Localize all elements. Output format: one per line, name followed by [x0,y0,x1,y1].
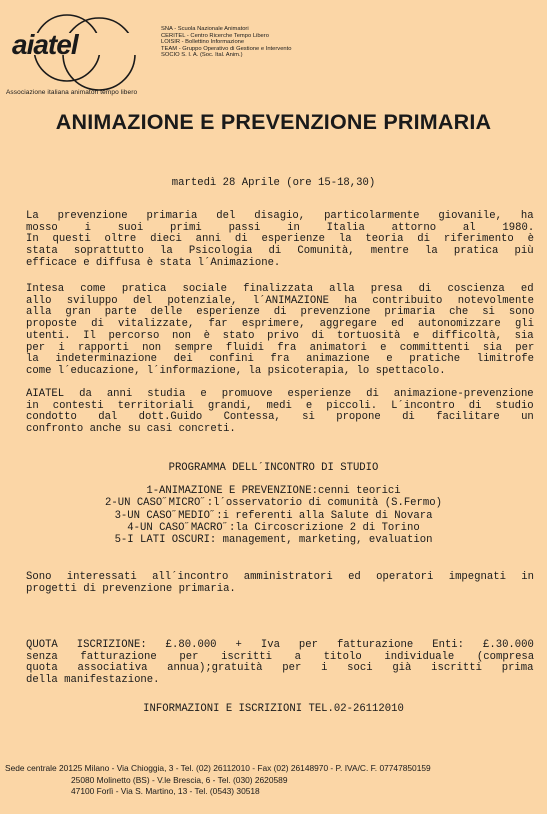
paragraph-line: proposte di vitalizzate, far esprimere, aggregare ed autonomizzare gli [26,318,535,331]
program-item: 4-UN CASO˝MACRO˝:la Circoscrizione 2 di Torino [127,521,420,534]
paragraph-line: confronto anche su casi concreti. [26,423,236,436]
audience-paragraph [26,572,534,595]
paragraph-line: QUOTA ISCRIZIONE: £.80.000 + Iva per fatturazione Enti: £.30.000 [26,639,534,651]
address-line: 47100 Forlì - Via S. Martino, 13 - Tel. (0543) 30518 [71,786,260,796]
paragraph-line: alla gran parte delle esperienze di prevenzione primaria che si sono [26,306,535,319]
address-line: Sede centrale 20125 Milano - Via Chioggia, 3 - Tel. (02) 26112010 - Fax (02) 26148970 - P. IVA/C. F. 07747850159 [5,763,431,773]
paragraph-line: mosso i suoi primi passi in Italia attorno al 1980. [26,221,535,234]
aiatel-logo [10,14,160,100]
fee-paragraph [26,640,534,687]
paragraph-line: quota associativa annua);gratuità per i soci già iscritti prima [26,662,534,675]
paragraph-line: senza fatturazione per iscritti a titolo individuale (compresa [26,650,535,663]
paragraph-line: la indeterminazione dei confini fra animazione e pratiche limitrofe [26,353,534,366]
paragraph-line: In questi oltre dieci anni di esperienze la teoria di riferimento è [26,233,534,246]
aiatel-paragraph [26,389,534,436]
paragraph-line: AIATEL da anni studia e promuove esperienze di animazione-prevenzione [26,388,534,400]
paragraph-line: efficace e diffusa è stata l´Animazione. [26,256,281,269]
acronym-item: LOISIR - Bollettino Informazione [161,39,245,46]
acronym-list [161,26,292,59]
program-item: 1-ANIMAZIONE E PREVENZIONE:cenni teorici [146,485,401,497]
paragraph-line: come l´educazione, l´informazione, la psicoterapia, lo spettacolo. [26,364,446,377]
paragraph-line: allo sviluppo del potenziale, l´ANIMAZIONE ha contribuito notevolmente [26,294,535,307]
event-date: martedì 28 Aprile (ore 15-18,30) [171,177,376,189]
program-item: 2-UN CASO˝MICRO˝:l´osservatorio di comunità (S.Fermo) [105,497,442,510]
paragraph-line: La prevenzione primaria del disagio, particolarmente giovanile, ha [26,210,534,222]
animation-paragraph [26,284,534,378]
paragraph-line: Intesa come pratica sociale finalizzata alla presa di coscienza ed [26,283,534,295]
page-title: ANIMAZIONE E PREVENZIONE PRIMARIA [55,110,492,134]
paragraph-line: della manifestazione. [26,674,160,687]
paragraph-line: progetti di prevenzione primaria. [26,582,236,595]
program-list [0,485,547,546]
program-title: PROGRAMMA DELL´INCONTRO DI STUDIO [168,462,379,474]
paragraph-line: utenti. Il percorso non è stato privo di tortuosità e difficoltà, sia [26,329,534,342]
address-line: 25080 Molinetto (BS) - V.le Brescia, 6 - Tel. (030) 2620589 [71,774,288,785]
paragraph-line: in contesti territoriali grandi, medi e piccoli. L´incontro di studio [26,399,534,412]
aiatel-logo-icon [10,14,160,100]
acronym-item: TEAM - Gruppo Operativo di Gestione e Intervento [161,45,292,52]
program-item: 3-UN CASO˝MEDIO˝:i referenti alla Salute di Novara [114,509,433,522]
intro-paragraph [26,211,534,270]
paragraph-line: stata soprattutto la Psicologia di Comunità, mentre la pratica più [26,245,534,258]
paragraph-line: condotto dal dott.Guido Contessa, si propone di facilitare un [26,411,534,424]
contact-info: INFORMAZIONI E ISCRIZIONI TEL.02-26112010 [143,703,404,715]
logo-text: aiatel [12,29,78,60]
acronym-item: SNA - Scuola Nazionale Animatori [161,26,249,32]
acronym-item: CERITEL - Centro Ricerche Tempo Libero [161,32,269,39]
paragraph-line: per i rapporti non sempre fluidi fra animatori e committenti sia per [26,341,535,354]
program-item: 5-I LATI OSCURI: management, marketing, evaluation [114,534,433,547]
acronym-item: SOCIO S. I. A. (Soc. Ital. Anim.) [161,52,243,59]
paragraph-line: Sono interessati all´incontro amministratori ed operatori impegnati in [26,571,535,583]
tagline: Associazione italiana animatori tempo libero [6,89,138,96]
footer-addresses [0,763,547,798]
